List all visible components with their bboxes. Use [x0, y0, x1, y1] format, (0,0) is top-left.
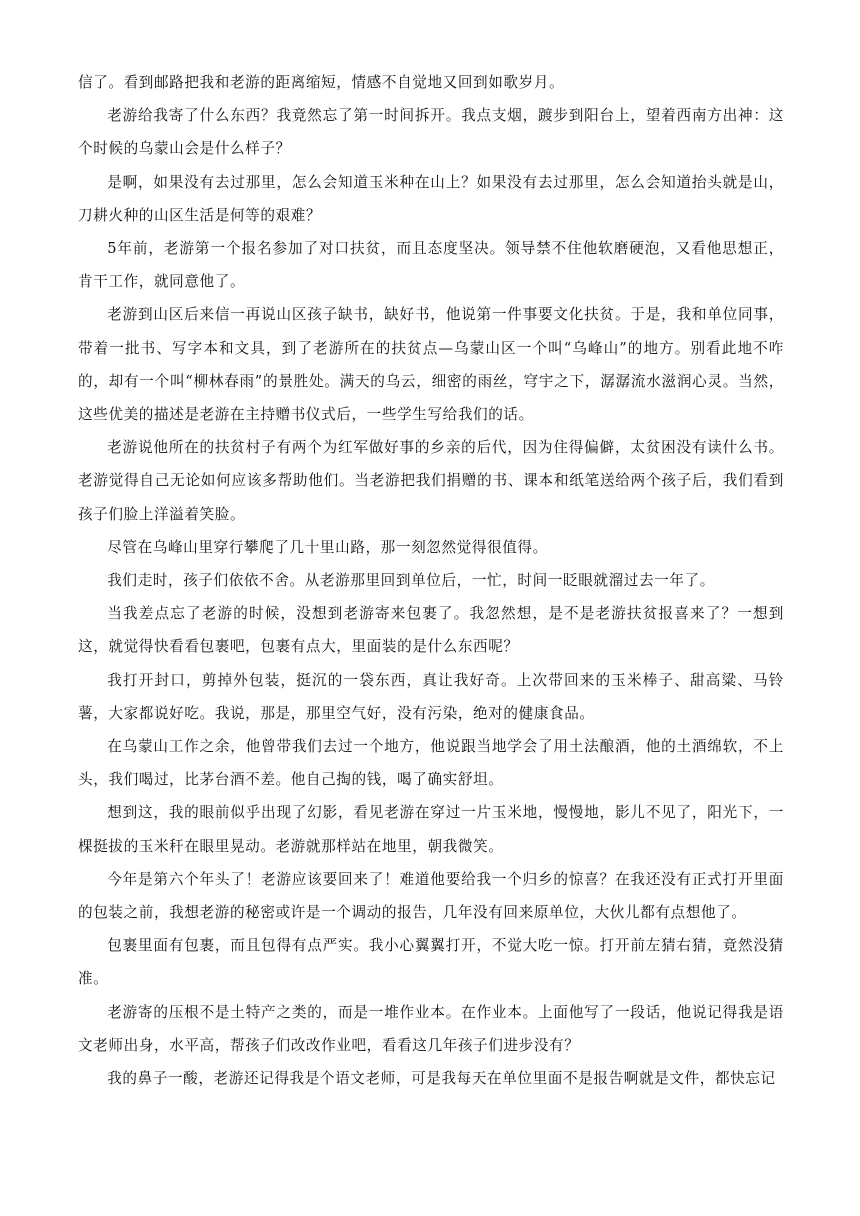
paragraph: 我的鼻子一酸，老游还记得我是个语文老师，可是我每天在单位里面不是报告啊就是文件，都快忘记 [107, 1070, 776, 1088]
paragraph: 老游寄的压根不是土特产之类的，而是一堆作业本。在作业本。上面他写了一段话，他说记得我是语文老师出身，水平高，帮孩子们改改作业吧，看看这几年孩子们进步没有？ [78, 1003, 784, 1054]
paragraph: 是啊，如果没有去过那里，怎么会知道玉米种在山上？如果没有去过那里，怎么会知道抬头就是山，刀耕火种的山区生活是何等的艰难？ [78, 173, 784, 224]
article-body [78, 66, 784, 1095]
paragraph: 想到这，我的眼前似乎出现了幻影，看见老游在穿过一片玉米地，慢慢地，影儿不见了，阳光下，一棵挺拔的玉米秆在眼里晃动。老游就那样站在地里，朝我微笑。 [78, 804, 784, 855]
paragraph: 5年前，老游第一个报名参加了对口扶贫，而且态度坚决。领导禁不住他软磨硬泡，又看他思想正，肯干工作，就同意他了。 [78, 240, 784, 291]
paragraph: 老游到山区后来信一再说山区孩子缺书，缺好书，他说第一件事要文化扶贫。于是，我和单位同事，带着一批书、写字本和文具，到了老游所在的扶贫点—乌蒙山区一个叫“乌峰山”的地方。别看此地不咋的，却有一个叫“柳林春雨”的景胜处。满天的乌云，细密的雨丝，穹宇之下，潺潺流水滋润心灵。当然，这些优美的描述是老游在主持赠书仪式后，一些学生写给我们的话。 [78, 306, 784, 424]
paragraph: 包裹里面有包裹，而且包得有点严实。我小心翼翼打开，不觉大吃一惊。打开前左猜右猜，竟然没猜准。 [78, 937, 784, 988]
paragraph: 信了。看到邮路把我和老游的距离缩短，情感不自觉地又回到如歌岁月。 [78, 74, 565, 91]
paragraph: 我打开封口，剪掉外包装，挺沉的一袋东西，真让我好奇。上次带回来的玉米棒子、甜高粱、马铃薯，大家都说好吃。我说，那是，那里空气好，没有污染，绝对的健康食品。 [78, 671, 784, 722]
paragraph: 我们走时，孩子们依依不舍。从老游那里回到单位后，一忙，时间一眨眼就溜过去一年了。 [107, 572, 715, 590]
paragraph: 尽管在乌峰山里穿行攀爬了几十里山路，那一刻忽然觉得很值得。 [107, 538, 548, 556]
paragraph: 老游给我寄了什么东西？我竟然忘了第一时间拆开。我点支烟，踱步到阳台上，望着西南方出神：这个时候的乌蒙山会是什么样子？ [78, 107, 784, 158]
paragraph: 当我差点忘了老游的时候，没想到老游寄来包裹了。我忽然想，是不是老游扶贫报喜来了？一想到这，就觉得快看看包裹吧，包裹有点大，里面装的是什么东西呢？ [78, 605, 784, 656]
paragraph: 在乌蒙山工作之余，他曾带我们去过一个地方，他说跟当地学会了用土法酿酒，他的土酒绵软，不上头，我们喝过，比茅台酒不差。他自己掏的钱，喝了确实舒坦。 [78, 738, 784, 789]
paragraph: 今年是第六个年头了！老游应该要回来了！难道他要给我一个归乡的惊喜？在我还没有正式打开里面的包装之前，我想老游的秘密或许是一个调动的报告，几年没有回来原单位，大伙儿都有点想他了。 [78, 870, 784, 922]
paragraph: 老游说他所在的扶贫村子有两个为红军做好事的乡亲的后代，因为住得偏僻，太贫困没有读什么书。老游觉得自己无论如何应该多帮助他们。当老游把我们捐赠的书、课本和纸笔送给两个孩子后，我们看到孩子们脸上洋溢着笑脸。 [78, 439, 784, 523]
